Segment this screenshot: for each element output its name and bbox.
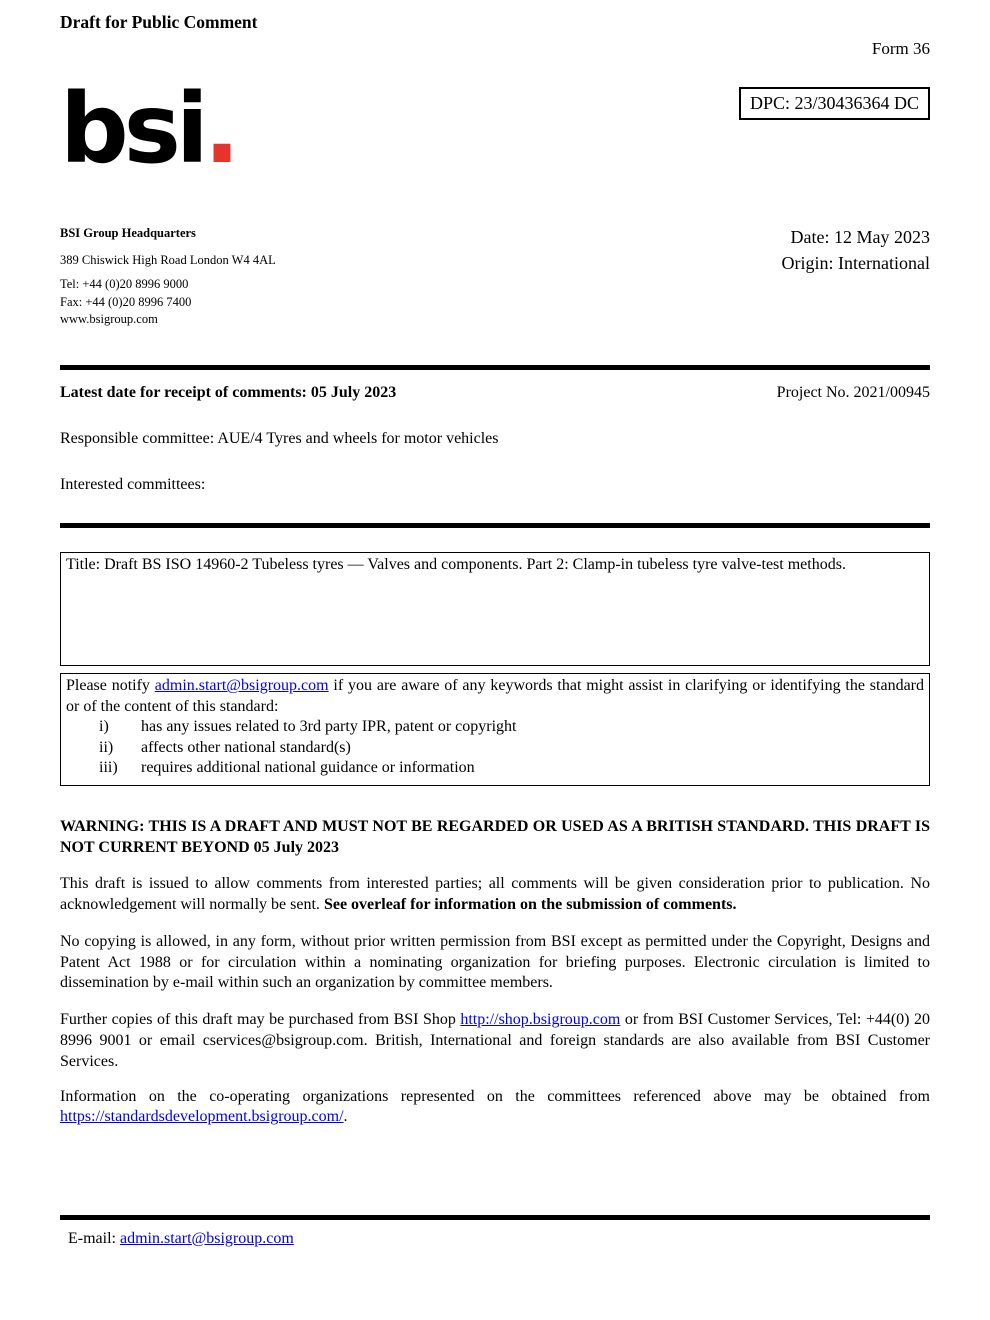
responsible-committee: Responsible committee: AUE/4 Tyres and wheels for motor vehicles bbox=[60, 429, 499, 447]
address-meta-row bbox=[60, 225, 930, 329]
further-copies-text-cont: or from BSI Customer Services, Tel: +44(0) 20 8996 9001 or email cservices@bsigroup.com. British, International and foreign standards are also available from BSI Customer Services. bbox=[60, 1011, 930, 1070]
bsi-logo-dot: . bbox=[203, 73, 236, 185]
no-copying-paragraph: No copying is allowed, in any form, without prior written permission from BSI except as permitted under the Copyright, Designs and Patent Act 1988 or for circulation within a nominating organization for briefing purposes. Electronic circulation is limited to dissemination by e-mail within such an organization by committee members. bbox=[60, 932, 930, 992]
cooperating-orgs-period: . bbox=[343, 1108, 348, 1126]
draft-for-public-comment-heading: Draft for Public Comment bbox=[60, 12, 258, 32]
divider-bottom bbox=[60, 1215, 930, 1220]
origin-line: Origin: International bbox=[781, 252, 930, 273]
list-item bbox=[66, 738, 924, 758]
form-number: Form 36 bbox=[871, 39, 930, 58]
divider-middle bbox=[60, 523, 930, 528]
logo-row bbox=[60, 73, 930, 185]
contact-block bbox=[60, 225, 276, 329]
interested-committees: Interested committees: bbox=[60, 475, 206, 493]
see-overleaf-text: See overleaf for information on the submission of comments. bbox=[323, 896, 737, 914]
further-copies-text: Further copies of this draft may be purchased from BSI Shop bbox=[60, 1011, 461, 1029]
latest-date-row bbox=[60, 383, 930, 404]
list-item-number: ii) bbox=[99, 738, 114, 756]
footer-email-label: E-mail: bbox=[68, 1230, 120, 1247]
list-item bbox=[66, 758, 924, 778]
keywords-box bbox=[60, 673, 930, 785]
warning-text: WARNING: THIS IS A DRAFT AND MUST NOT BE REGARDED OR USED AS A BRITISH STANDARD. THIS DRAFT IS NOT CURRENT BEYOND 05 July 2023 bbox=[60, 817, 930, 856]
list-item-text: has any issues related to 3rd party IPR, patent or copyright bbox=[141, 718, 517, 736]
divider-top bbox=[60, 365, 930, 370]
notify-email-link[interactable]: admin.start@bsigroup.com bbox=[154, 677, 329, 695]
draft-issued-paragraph bbox=[60, 874, 930, 916]
latest-date-label: Latest date for receipt of comments: 05 July 2023 bbox=[60, 383, 397, 401]
date-line: Date: 12 May 2023 bbox=[790, 227, 930, 248]
keywords-intro-after: if you are aware of any keywords that might assist in clarifying or identifying the standard or of the content of this standard: bbox=[66, 677, 925, 715]
standards-development-link[interactable]: https://standardsdevelopment.bsigroup.com/ bbox=[60, 1108, 344, 1126]
cooperating-orgs-paragraph bbox=[60, 1087, 930, 1129]
date-origin-block bbox=[782, 225, 930, 275]
footer-email-link[interactable]: admin.start@bsigroup.com bbox=[119, 1230, 294, 1247]
further-copies-paragraph bbox=[60, 1010, 930, 1072]
address-line: 389 Chiswick High Road London W4 4AL bbox=[60, 252, 276, 267]
footer-email-line bbox=[60, 1230, 930, 1248]
draft-issued-text: This draft is issued to allow comments from interested parties; all comments will be given consideration prior to publication. No acknowledgement will normally be sent. bbox=[60, 875, 930, 914]
tel-line: Tel: +44 (0)20 8996 9000 bbox=[60, 277, 189, 292]
footer bbox=[60, 1215, 930, 1248]
project-number: Project No. 2021/00945 bbox=[776, 383, 930, 401]
standard-title: Title: Draft BS ISO 14960-2 Tubeless tyres — Valves and components. Part 2: Clamp-in tubeless tyre valve-test methods. bbox=[66, 556, 846, 574]
dpc-number-box: DPC: 23/30436364 DC bbox=[739, 87, 930, 120]
website-line: www.bsigroup.com bbox=[60, 312, 158, 327]
cooperating-orgs-text: Information on the co-operating organizations represented on the committees referenced above may be obtained from bbox=[60, 1087, 930, 1105]
list-item-number: iii) bbox=[99, 759, 118, 777]
list-item bbox=[66, 717, 924, 737]
keywords-intro-before: Please notify bbox=[66, 677, 155, 695]
fax-line: Fax: +44 (0)20 8996 7400 bbox=[60, 294, 192, 309]
list-item-text: requires additional national guidance or information bbox=[141, 759, 475, 777]
bsi-logo-text: bsi bbox=[60, 73, 204, 185]
keywords-intro bbox=[66, 676, 924, 717]
list-item-text: affects other national standard(s) bbox=[141, 738, 351, 756]
list-item-number: i) bbox=[99, 718, 109, 736]
hq-title: BSI Group Headquarters bbox=[60, 226, 196, 241]
title-box bbox=[60, 552, 930, 666]
bsi-shop-link[interactable]: http://shop.bsigroup.com bbox=[460, 1011, 621, 1029]
bsi-logo bbox=[60, 73, 236, 185]
